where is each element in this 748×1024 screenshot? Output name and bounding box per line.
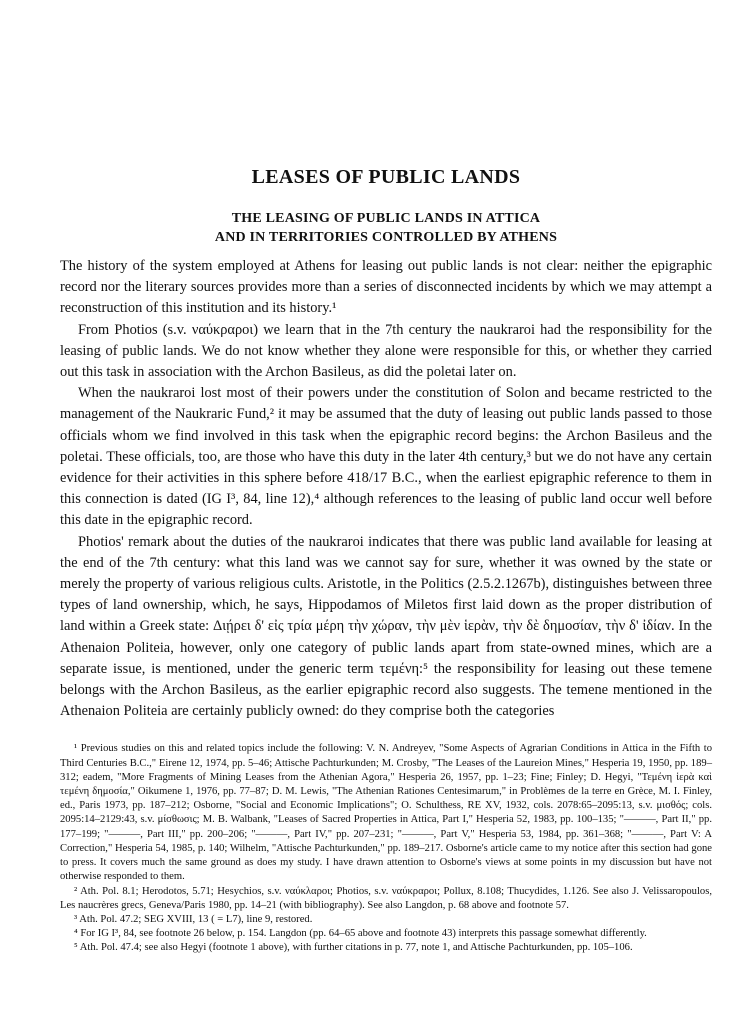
paragraph-4: Photios' remark about the duties of the naukraroi indicates that there was public land available for leasing at the end of the 7th century: what this land was we cannot say for sure, whether it was owned by the state or merely the property of various religious cults. Aristotle, in the Politics (2.5.2.1267b), distinguishes between three types of land ownership, which, he says, Hippodamos of Miletos first laid down as the proper distribution of land within a Greek state: Διῄρει δ' εἰς τρία μέρη τὴν χώραν, τὴν μὲν ἱερὰν, τὴν δὲ δημοσίαν, τὴν δ' ἰδίαν. In the Athenaion Politeia, however, only one category of public lands apart from state-owned mines, which are a separate issue, is mentioned, under the generic term τεμένη:⁵ the responsibility for leasing out these temene belongs with the Archon Basileus, as the earlier epigraphic record also suggests. The temene mentioned in the Athenaion Politeia are certainly publicly owned: do they comprise both the categories (60, 533, 712, 720)
section-heading-line-1: THE LEASING OF PUBLIC LANDS IN ATTICA (231, 211, 541, 226)
body-text (60, 256, 712, 722)
footnote-5: ⁵ Ath. Pol. 47.4; see also Hegyi (footnote 1 above), with further citations in p. 77, note 1, and Attische Pachturkunden, pp. 105–106. (74, 942, 633, 954)
section-heading (60, 209, 712, 247)
footnote-3: ³ Ath. Pol. 47.2; SEG XVIII, 13 ( = L7), line 9, restored. (74, 913, 313, 925)
page (60, 0, 712, 956)
footnote-1: ¹ Previous studies on this and related topics include the following: V. N. Andreyev, "Some Aspects of Agrarian Conditions in Attica in the Fifth to Third Centuries B.C.," Eirene 12, 1974, pp. 5–46; Attische Pachturkunden; M. Crosby, "The Leases of the Laureion Mines," Hesperia 19, 1950, pp. 189–312; eadem, "More Fragments of Mining Leases from the Athenian Agora," Hesperia 26, 1957, pp. 1–23; Fine; Finley; D. Hegyi, "Τεμένη ἱερὰ καὶ τεμένη δημοσία," Oikumene 1, 1976, pp. 77–87; D. M. Lewis, "The Athenian Rationes Centesimarum," in Problèmes de la terre en Grèce, M. I. Finley, ed., Paris 1973, pp. 187–212; Osborne, "Social and Economic Implications"; O. Schulthess, RE XV, 1932, cols. 2078:65–2095:13, s.v. μισθός; cols. 2095:14–2129:43, s.v. μίσθωσις; M. B. Walbank, "Leases of Sacred Properties in Attica, Part I," Hesperia 52, 1983, pp. 100–135; "———, Part II," pp. 177–199; "———, Part III," pp. 200–206; "———, Part IV," pp. 207–231; "———, Part V," Hesperia 53, 1984, pp. 361–368; "———, Part V: A Correction," Hesperia 54, 1985, p. 140; Wilhelm, "Attische Pachturkunden," pp. 189–217. Osborne's article came to my notice after this section had gone to press. It covers much the same ground as does my study. I have drawn attention to Osborne's views at some points in my discussion but have not otherwise responded to them. (60, 743, 712, 883)
paragraph-1: The history of the system employed at Athens for leasing out public lands is not clear: neither the epigraphic record nor the literary sources provides more than a series of disconnected incidents by which we may attempt a reconstruction of this institution and its history.¹ (60, 258, 712, 317)
footnote-4: ⁴ For IG I³, 84, see footnote 26 below, p. 154. Langdon (pp. 64–65 above and footnote 43) interprets this passage somewhat differently. (74, 928, 647, 940)
footnote-2: ² Ath. Pol. 8.1; Herodotos, 5.71; Hesychios, s.v. ναύκλαροι; Photios, s.v. ναύκραροι; Pollux, 8.108; Thucydides, 1.126. See also J. Velissaropoulos, Les naucrères grecs, Geneva/Paris 1980, pp. 14–21 (with bibliography). See also Langdon, p. 68 above and footnote 57. (60, 885, 712, 911)
section-heading-line-2: AND IN TERRITORIES CONTROLLED BY ATHENS (214, 230, 558, 245)
paragraph-3: When the naukraroi lost most of their powers under the constitution of Solon and became restricted to the management of the Naukraric Fund,² it may be assumed that the duty of leasing out public lands passed to those officials whom we find involved in this task when the epigraphic record begins: the Archon Basileus and the poletai. These officials, too, are those who have this duty in the later 4th century,³ but we do not have any certain evidence for their activities in this sphere before 418/17 B.C., when the earliest epigraphic reference to them in this connection is dated (IG I³, 84, line 12),⁴ although references to the leasing of public land occur well before this date in the epigraphic record. (60, 385, 712, 529)
footnotes (60, 742, 712, 955)
paragraph-2: From Photios (s.v. ναύκραροι) we learn that in the 7th century the naukraroi had the responsibility for the leasing of public lands. We do not know whether they alone were responsible for this, or whether they carried out this task in association with the Archon Basileus, as did the poletai later on. (60, 321, 712, 381)
page-title: LEASES OF PUBLIC LANDS (251, 166, 521, 188)
